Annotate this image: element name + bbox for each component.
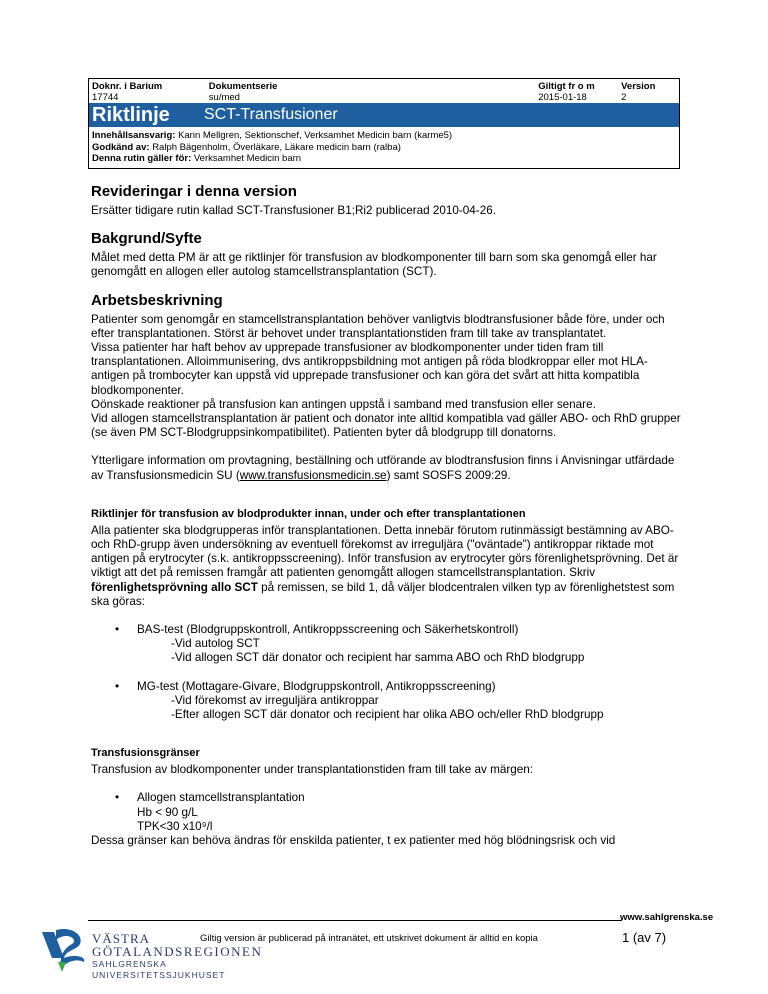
section-guidelines xyxy=(91,507,681,722)
section-title: Arbetsbeskrivning xyxy=(91,291,223,309)
text-fragment: på remissen, se bild 1, då väljer blodcentralen vilken typ av förenlighetstest som ska göras: xyxy=(91,580,675,608)
valid-label: Giltigt fr o m xyxy=(538,81,595,92)
bullet-icon: • xyxy=(115,679,120,693)
list-item-head: BAS-test (Blodgruppskontroll, Antikroppsscreening och Säkerhetskontroll) xyxy=(137,623,519,637)
docnr-cell xyxy=(92,81,209,102)
list-item-head: Allogen stamcellstransplantation xyxy=(137,791,305,805)
list-item xyxy=(91,623,681,666)
paragraph: Oönskade reaktioner på transfusion kan antingen uppstå i samband med transfusion eller senare. xyxy=(91,397,596,411)
page-number: 1 (av 7) xyxy=(622,930,667,945)
test-type-list xyxy=(91,623,681,722)
list-item-line: Hb < 90 g/L xyxy=(137,805,198,819)
paragraph: Målet med detta PM är att ge riktlinjer för transfusion av blodkomponenter till barn som ska genomgå eller har genomgått en allogen eller autolog stamcellstransplantation (SCT). xyxy=(91,251,657,279)
section-title: Revideringar i denna version xyxy=(91,183,297,200)
logo-line1: VÄSTRA xyxy=(92,931,151,946)
paragraph: Vid allogen stamcellstransplantation är patient och donator inte alltid kompatibla vad gäller ABO- och RhD grupper (se även PM SCT-Blodgruppsinkompatibilitet). Patienten byter då blodgrupp till donatorns. xyxy=(91,412,681,440)
docnr-value: 17744 xyxy=(92,92,119,103)
responsible-label: Innehållsansvarig: xyxy=(92,130,176,141)
section-background xyxy=(91,230,681,279)
title-band xyxy=(89,103,679,127)
header-meta-row xyxy=(89,79,679,103)
approved-line xyxy=(92,142,676,154)
text-fragment: ) samt SOSFS 2009:29. xyxy=(386,468,511,482)
series-value: su/med xyxy=(208,92,240,103)
logo-line3: SAHLGRENSKA UNIVERSITETSSJUKHUSET xyxy=(92,959,226,980)
logo-line2: GÖTALANDSREGIONEN xyxy=(92,944,263,959)
document-type: Riktlinje xyxy=(92,104,170,126)
footer-note: Giltig version är publicerad på intranätet, ett utskrivet dokument är alltid en kopia xyxy=(200,933,538,944)
scope-value: Verksamhet Medicin barn xyxy=(193,153,302,164)
subsection-title: Riktlinjer för transfusion av blodprodukter innan, under och efter transplantationen xyxy=(91,507,526,520)
document-title: SCT-Transfusioner xyxy=(204,106,338,123)
scope-label: Denna rutin gäller för: xyxy=(92,153,192,164)
approved-value: Ralph Bägenholm, Överläkare, Läkare medicin barn (ralba) xyxy=(152,141,401,153)
responsible-value: Karin Mellgren, Sektionschef, Verksamhet Medicin barn (karme5) xyxy=(178,130,453,141)
version-label: Version xyxy=(621,81,656,92)
subsection-title: Transfusionsgränser xyxy=(91,747,200,760)
list-item-line: -Efter allogen SCT där donator och recipient har olika ABO och/eller RhD blodgrupp xyxy=(171,708,604,722)
version-value: 2 xyxy=(621,92,627,103)
section-limits xyxy=(91,746,681,848)
document-body xyxy=(91,183,681,848)
paragraph: Vissa patienter har haft behov av upprepade transfusioner av blodkomponenter under tiden fram till transplantationen. Alloimmunisering, dvs antikroppsbildning mot antigen på röda blodkroppar eller mot HLA-antigen på trombocyter kan uppstå vid upprepade transfusioner och kan göra det svårt att hitta kompatibla blodkomponenter. xyxy=(91,341,648,397)
limits-list xyxy=(91,791,681,834)
bullet-icon: • xyxy=(115,623,120,637)
series-label: Dokumentserie xyxy=(208,81,278,92)
section-revisions xyxy=(91,183,681,218)
approved-label: Godkänd av: xyxy=(92,141,150,153)
vgr-logo-icon xyxy=(40,928,90,974)
docnr-label: Doknr. i Barium xyxy=(92,81,163,92)
paragraph xyxy=(91,524,681,609)
list-item-line: -Vid förekomst av irreguljära antikroppar xyxy=(171,693,379,707)
bullet-icon: • xyxy=(115,791,120,805)
responsible-line xyxy=(92,130,676,142)
section-description xyxy=(91,292,681,483)
transfusionsmedicin-link[interactable]: www.transfusionsmedicin.se xyxy=(239,468,387,482)
list-item-line: TPK<30 x10⁹/l xyxy=(137,819,213,833)
list-item-head: MG-test (Mottagare-Givare, Blodgruppskontroll, Antikroppsscreening) xyxy=(137,679,496,693)
scope-line xyxy=(92,153,676,165)
footer-divider xyxy=(88,920,622,921)
valid-cell xyxy=(538,81,621,102)
list-item-line: -Vid allogen SCT där donator och recipient har samma ABO och RhD blodgrupp xyxy=(171,651,585,665)
list-item xyxy=(91,680,681,723)
paragraph: Ersätter tidigare rutin kallad SCT-Transfusioner B1;Ri2 publicerad 2010-04-26. xyxy=(91,204,496,217)
text-fragment: Alla patienter ska blodgrupperas inför transplantationen. Detta innebär förutom rutinmässigt bestämning av ABO- och RhD-grupp även undersökning av eventuell förekomst av irreguljära ("oväntade") antikroppar riktade mot antigen på erytrocyter (s.k. antikroppsscreening). Inför transfusion av erytrocyter görs förenlighetsprövning. Det är viktigt att det på remissen framgår att patienten genomgått allogen stamcellstransplantation. Skriv xyxy=(91,523,679,580)
paragraph: Dessa gränser kan behöva ändras för enskilda patienter, t ex patienter med hög blödningsrisk och vid xyxy=(91,834,616,848)
paragraph: Patienter som genomgår en stamcellstransplantation behöver vanligtvis blodtransfusioner både före, under och efter transplantationen. Störst är behovet under transplantationstiden fram till take av transplantatet. xyxy=(91,312,665,340)
paragraph xyxy=(91,454,681,482)
emphasis-text: förenlighetsprövning allo SCT xyxy=(91,580,258,594)
paragraph: Transfusion av blodkomponenter under transplantationstiden fram till take av märgen: xyxy=(91,763,533,777)
section-title: Bakgrund/Syfte xyxy=(91,230,202,248)
text-fragment: Ytterligare information om provtagning, beställning och utförande av blodtransfusion finns i Anvisningar utfärdade av Transfusionsmedicin SU ( xyxy=(91,454,675,482)
list-item-line: -Vid autolog SCT xyxy=(171,637,260,651)
header-info xyxy=(89,127,679,168)
series-cell xyxy=(209,81,538,102)
footer-url: www.sahlgrenska.se xyxy=(620,912,714,923)
document-header xyxy=(88,78,680,169)
version-cell xyxy=(621,81,676,102)
list-item xyxy=(91,791,681,834)
valid-value: 2015-01-18 xyxy=(538,92,587,103)
